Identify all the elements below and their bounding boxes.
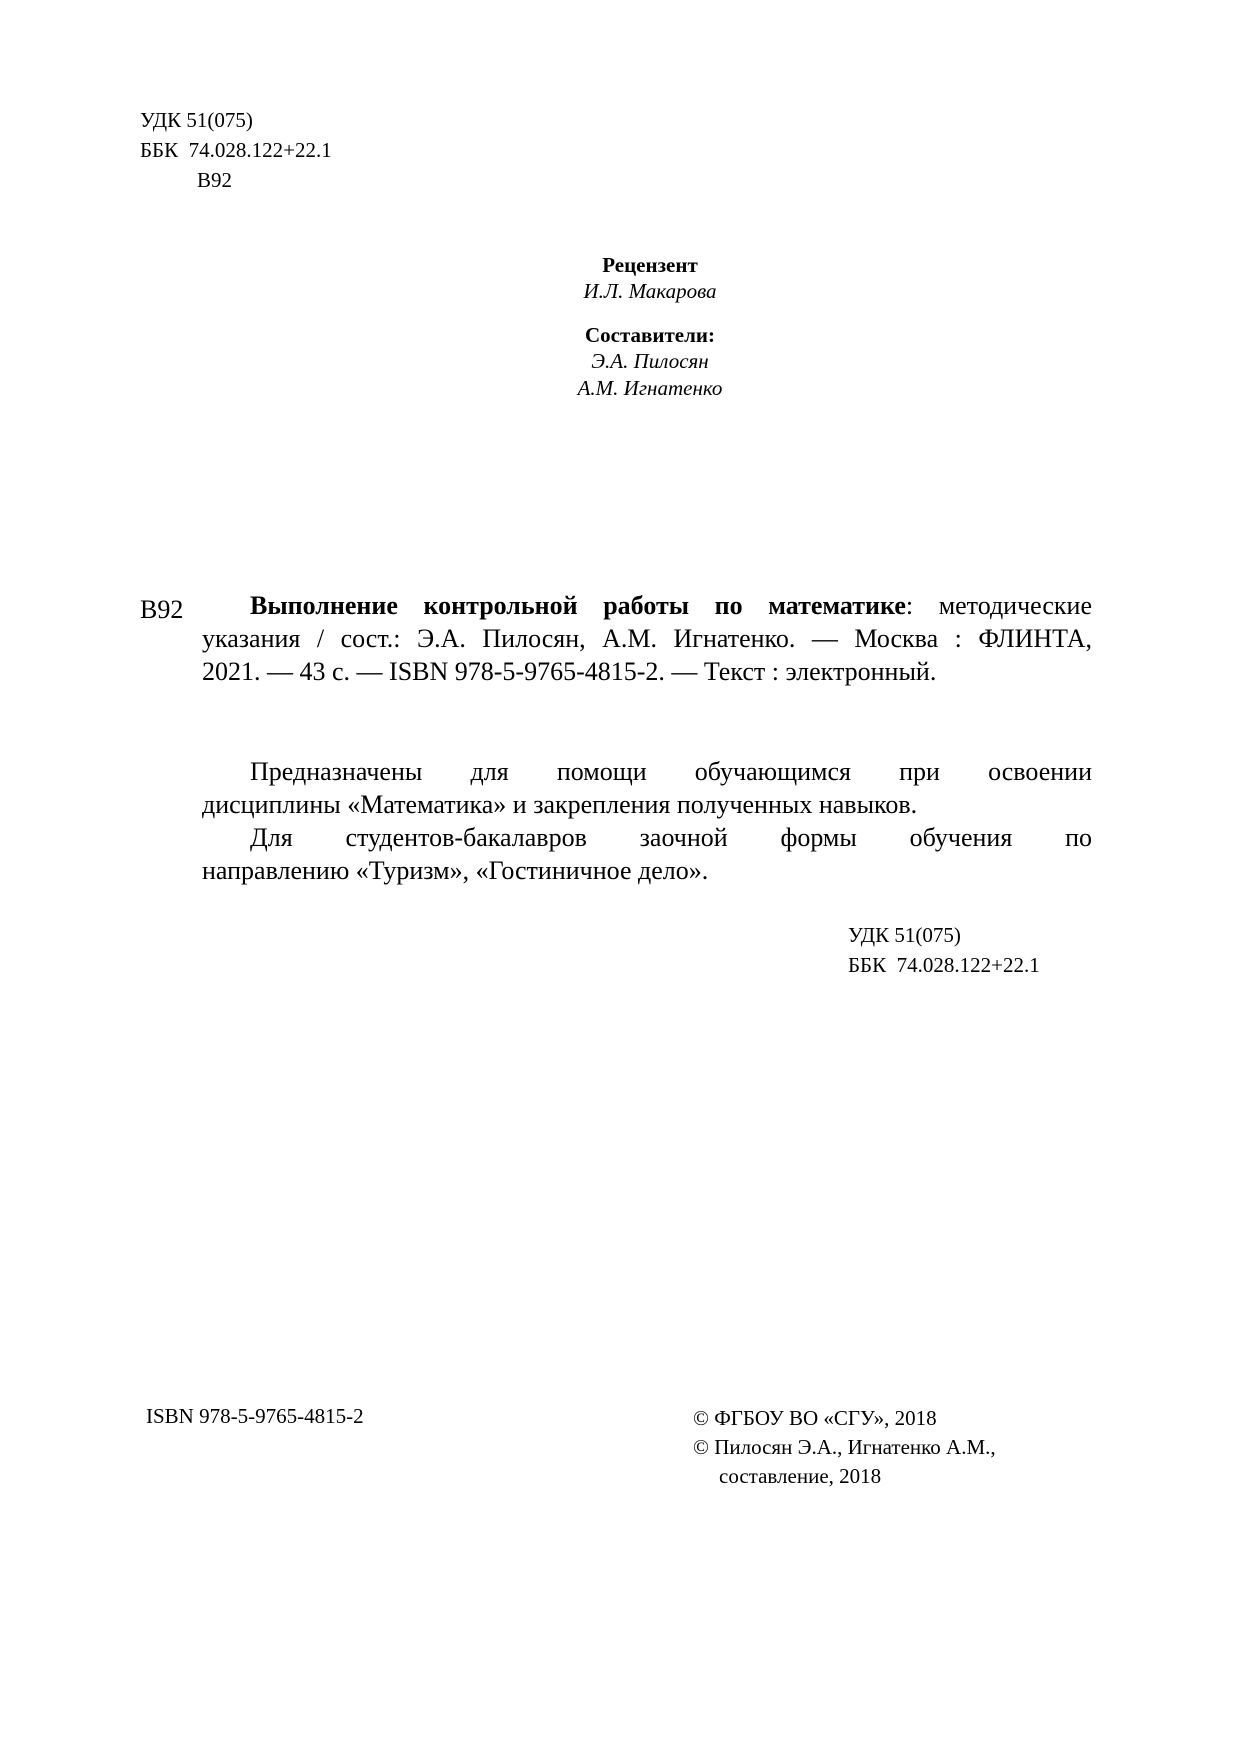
compiler-name: Э.А. Пилосян: [591, 349, 709, 373]
bib-code: В92: [140, 595, 184, 624]
bib-line-1: [250, 589, 1092, 622]
footer-isbn: ISBN 978-5-9765-4815-2: [146, 1404, 364, 1428]
bib-line-2: указания / сост.: Э.А. Пилосян, А.М. Игнатенко. — Москва : ФЛИНТА,: [202, 624, 1092, 653]
compilers-label: Составители:: [584, 323, 715, 347]
annotation-p2-line2: направлению «Туризм», «Гостиничное дело».: [202, 856, 709, 885]
classification-bbk: ББК 74.028.122+22.1: [848, 953, 1040, 977]
bib-title-rest: : методические: [905, 591, 1092, 620]
classification-udk: УДК 51(075): [848, 923, 961, 947]
header-bbk: ББК 74.028.122+22.1: [140, 138, 332, 162]
footer-copyright-2-cont: составление, 2018: [719, 1464, 882, 1488]
footer-copyright-1: © ФГБОУ ВО «СГУ», 2018: [693, 1406, 937, 1430]
header-author-sign: В92: [197, 168, 233, 192]
annotation-p2-line1: Для студентов-бакалавров заочной формы обучения по: [250, 823, 1092, 852]
footer-copyright-2: © Пилосян Э.А., Игнатенко А.М.,: [693, 1435, 996, 1459]
header-udk: УДК 51(075): [140, 108, 253, 132]
bib-line-3: 2021. — 43 с. — ISBN 978-5-9765-4815-2. — Текст : электронный.: [202, 657, 937, 686]
annotation-p1-line1: Предназначены для помощи обучающимся при освоении: [250, 757, 1092, 786]
compiler-name: А.М. Игнатенко: [577, 376, 723, 400]
reviewer-name: И.Л. Макарова: [583, 279, 717, 303]
annotation-p1-line2: дисциплины «Математика» и закрепления полученных навыков.: [202, 790, 918, 819]
bib-title: Выполнение контрольной работы по математике: [250, 591, 906, 620]
reviewer-label: Рецензент: [602, 253, 698, 277]
